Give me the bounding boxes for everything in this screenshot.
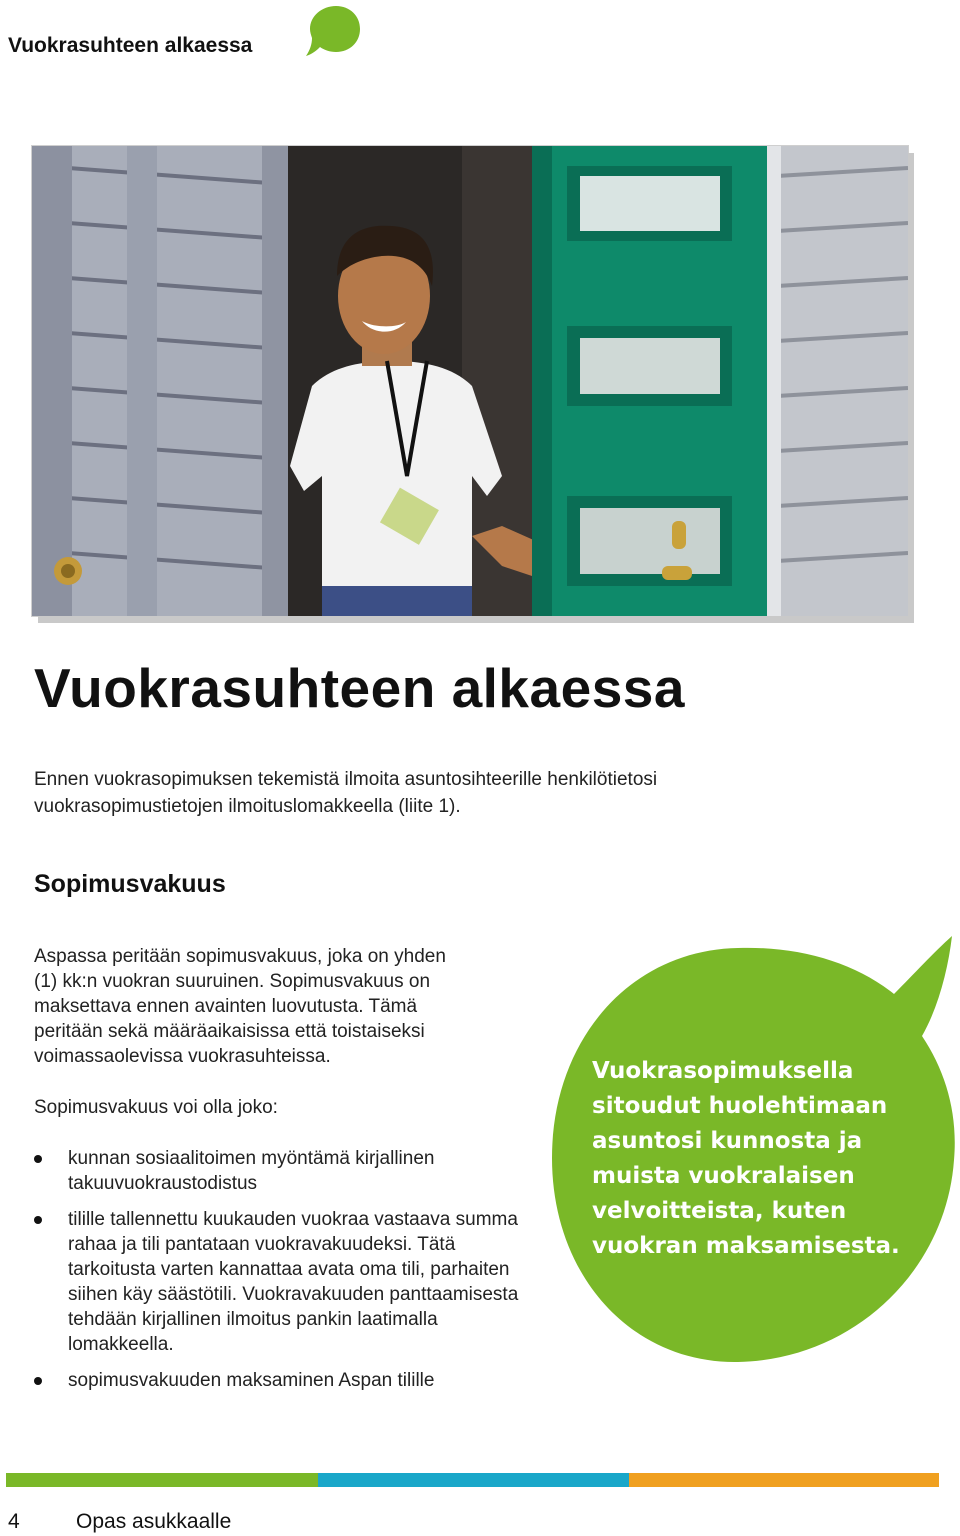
list-item: tilille tallennettu kuukauden vuokraa vastaava summa rahaa ja tili pantataan vuokravakuudeksi. Tätä tarkoitusta varten kannattaa avata oma tili, parhaiten siihen käy säästötili. Vuokravakuuden panttaamisesta tehdään kirjallinen ilmoitus pankin laatimalla lomakkeella. <box>34 1207 524 1357</box>
green-door <box>532 146 767 616</box>
right-siding <box>767 146 908 616</box>
section-heading: Sopimusvakuus <box>34 870 226 898</box>
footer-stripe-green <box>6 1473 318 1487</box>
header-title: Vuokrasuhteen alkaessa <box>8 34 253 57</box>
list-item: sopimusvakuuden maksaminen Aspan tilille <box>34 1368 524 1393</box>
list-item: kunnan sosiaalitoimen myöntämä kirjallinen takuuvuokraustodistus <box>34 1146 524 1196</box>
callout-text: Vuokrasopimuksella sitoudut huolehtimaan asuntosi kunnosta ja muista vuokralaisen velvoitteista, kuten vuokran maksamisesta. <box>592 1058 900 1259</box>
page-title: Vuokrasuhteen alkaessa <box>34 657 685 719</box>
bullet-icon <box>34 1216 42 1224</box>
left-siding <box>32 146 288 616</box>
deposit-paragraph: Aspassa peritään sopimusvakuus, joka on yhden (1) kk:n vuokran suuruinen. Sopimusvakuus on maksettava ennen avainten luovutusta. Tämä peritään sekä määräaikaisissa että toistaiseksi voimassaolevissa vuokrasuhteissa. <box>34 946 446 1067</box>
footer-stripe-orange <box>629 1473 939 1487</box>
deposit-options-lead: Sopimusvakuus voi olla joko: <box>34 1097 278 1118</box>
intro-paragraph: Ennen vuokrasopimuksen tekemistä ilmoita asuntosihteerille henkilötietosi vuokrasopimustietojen ilmoituslomakkeella (liite 1). <box>34 769 658 817</box>
bullet-icon <box>34 1155 42 1163</box>
footer-stripe-blue <box>318 1473 629 1487</box>
deposit-options-list <box>34 1146 524 1404</box>
bullet-icon <box>34 1377 42 1385</box>
footer-title: Opas asukkaalle <box>76 1510 232 1533</box>
speech-bubble-icon <box>304 2 364 60</box>
page-number: 4 <box>8 1510 20 1533</box>
hero-photo <box>32 146 908 616</box>
